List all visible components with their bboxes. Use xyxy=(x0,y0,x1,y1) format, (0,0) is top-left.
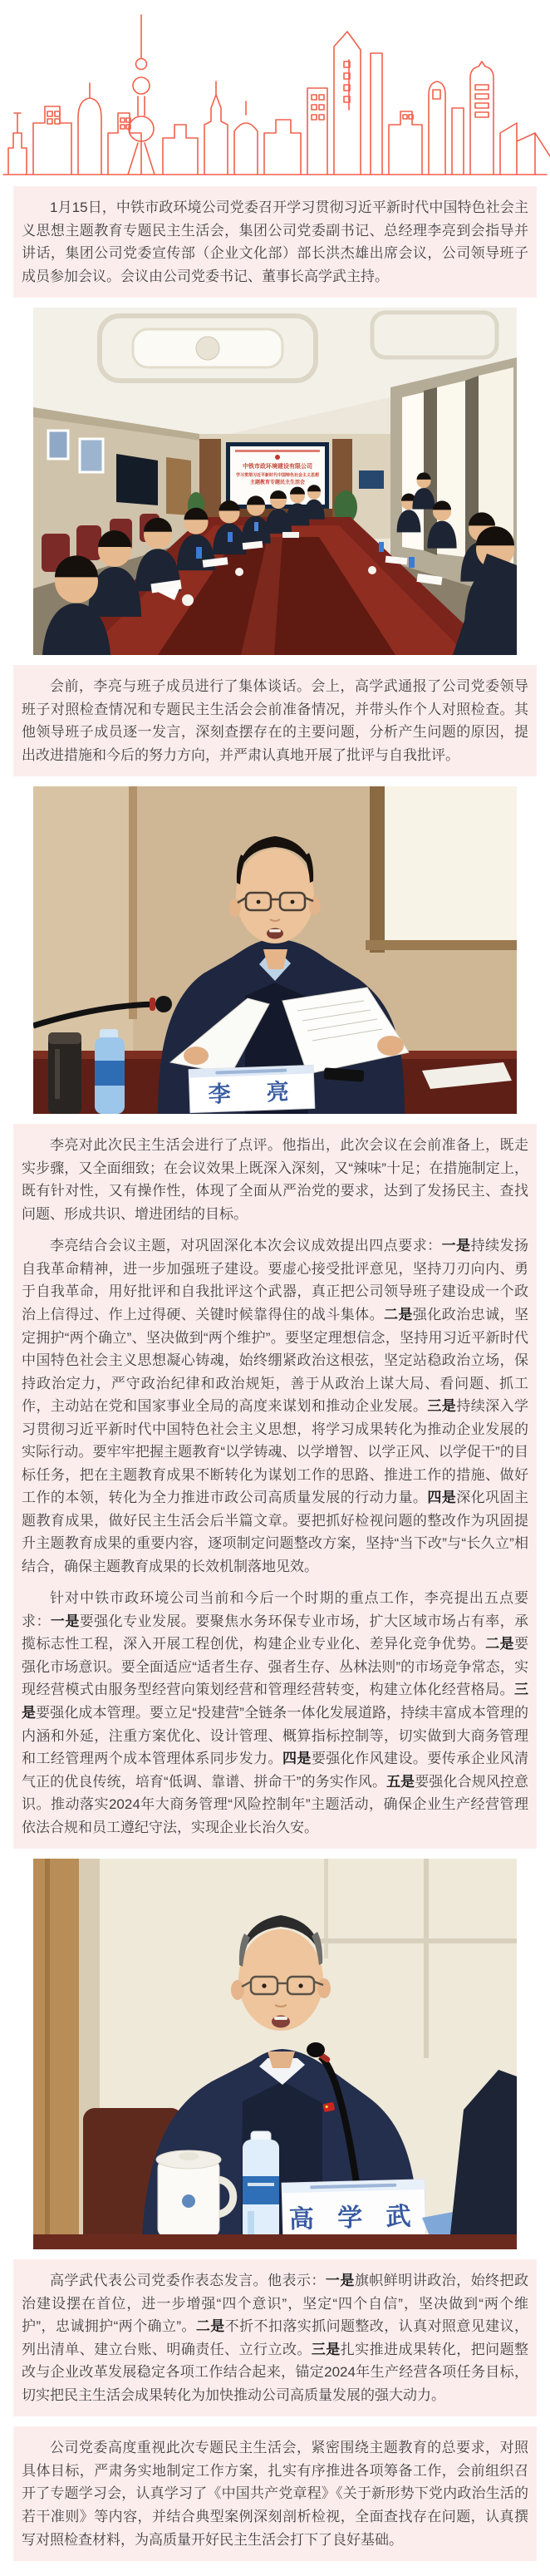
photo-li-liang[interactable] xyxy=(33,786,517,1114)
wall-tv-screen xyxy=(116,454,158,505)
svg-text:李 亮: 李 亮 xyxy=(208,1079,297,1108)
svg-text:中铁市政环境建设有限公司: 中铁市政环境建设有限公司 xyxy=(243,464,312,470)
pre-meeting-paragraph-box xyxy=(13,665,537,776)
paragraph-pre-meeting: 会前，李亮与班子成员进行了集体谈话。会上，高学武通报了公司党委领导班子对照检查情况和专题民主生活会会前准备情况，并带头作个人对照检查。其他领导班子成员逐一发言，深刻查摆存在的主要问题，分析产生问题的原因，提出改进措施和今后的努力方向，并严肃认真地开展了批评与自我批评。 xyxy=(22,678,528,763)
svg-text:主题教育专题民主生活会: 主题教育专题民主生活会 xyxy=(249,480,306,486)
nameplate-li-liang xyxy=(189,1066,315,1113)
svg-text:高 学 武: 高 学 武 xyxy=(288,2203,420,2234)
svg-text:学习贯彻习近平新时代中国特色社会主义思想: 学习贯彻习近平新时代中国特色社会主义思想 xyxy=(235,473,320,479)
paragraph-five-requirements: 针对中铁市政环境公司当前和今后一个时期的重点工作，李亮提出五点要求：一是要强化专业发展。要聚焦水务环保专业市场，扩大区域市场占有率，承揽标志性工程，深入开展工程创优，构建企业专业化、差异化竞争优势。二是要强化市场意识。要全面适应“适者生存、强者生存、丛林法则”的市场竞争常态，实现经营模式由服务型经营向策划经营和管理经营转变，构建立体化经营格局。三是要强化成本管理。要立足“投建营”全链条一体化发展道路，持续丰富成本管理的内涵和外延，注重方案优化、设计管理、概算指标控制等，切实做到大商务管理和工经管理两个成本管理体系同步发力。四是要强化作风建设。要传承企业风清气正的优良传统，培育“低调、靠谱、拼命干”的务实作风。五是要强化合规风控意识。推动落实2024年大商务管理“风险控制年”主题活动，确保企业生产经营管理依法合规和员工遵纪守法，实现企业长治久安。 xyxy=(22,1590,529,1835)
closing-paragraph-box xyxy=(13,2426,537,2561)
intro-paragraph-box xyxy=(13,186,537,298)
nameplate-gao-xuewu xyxy=(282,2180,426,2243)
photo-meeting-room[interactable] xyxy=(33,308,517,655)
li-liang-remarks-box xyxy=(13,1124,537,1849)
desk xyxy=(33,2234,517,2249)
party-emblem-icon xyxy=(275,455,280,460)
gao-xuewu-statement-box xyxy=(13,2259,537,2416)
paragraph-four-requirements: 李亮结合会议主题，对巩固深化本次会议成效提出四点要求：一是持续发扬自我革命精神，进一步加强班子建设。要虚心接受批评意见，坚持刀刃向内、勇于自我革命，用好批评和自我批评这个武器，真正把公司领导班子建设成一个政治上信得过、作上过得硬、关键时候靠得住的战斗集体。二是强化政治忠诚，坚定拥护“两个确立”、坚决做到“两个维护”。要坚定理想信念，坚持用习近平新时代中国特色社会主义思想凝心铸魂，始终绷紧政治这根弦，坚定站稳政治立场，保持政治定力，严守政治纪律和政治规矩，善于从政治上谋大局、看问题、抓工作，主动站在党和国家事业全局的高度来谋划和推动企业发展。三是持续深入学习贯彻习近平新时代中国特色社会主义思想，将学习成果转化为推动企业发展的实际行动。要牢牢把握主题教育“以学铸魂、以学增智、以学正风、以学促干”的目标任务，把在主题教育成果不断转化为谋划工作的思路、推进工作的措施、做好工作的本领，转化为全力推进市政公司高质量发展的行动力量。四是深化巩固主题教育成果，做好民主生活会后半篇文章。要把抓好检视问题的整改作为巩固提升主题教育成果的重要内容，逐项制定问题整改方案，坚持“当下改”与“长久立”相结合，确保主题教育成果的长效机制落地见效。 xyxy=(22,1238,529,1574)
city-skyline-banner xyxy=(0,0,550,186)
city-skyline-icon xyxy=(0,7,550,181)
paragraph-closing: 公司党委高度重视此次专题民主生活会，紧密围绕主题教育的总要求，对照具体目标，严肃务实地制定工作方案，扎实有序推进各项筹备工作，会前组织召开了专题学习会，认真学习了《中国共产党章程》《关于新形势下党内政治生活的若干准则》等内容，并结合典型案例深刻剖析检视，全面查找存在问题，认真撰写对照检查材料，为高质量开好民主生活会打下了良好基础。 xyxy=(22,2440,528,2548)
paragraph-intro: 1月15日，中铁市政环境公司党委召开学习贯彻习近平新时代中国特色社会主义思想主题教育专题民主生活会，集团公司党委副书记、总经理李亮到会指导并讲话，集团公司党委宣传部（企业文化部）部长洪杰雄出席会议，公司领导班子成员参加会议。会议由公司党委书记、董事长高学武主持。 xyxy=(22,199,528,284)
photo-gao-xuewu[interactable] xyxy=(33,1859,517,2249)
paragraph-comments: 李亮对此次民主生活会进行了点评。他指出，此次会议在会前准备上，既走实步骤，又全面细致；在会议效果上既深入深刻，又“辣味”十足；在措施制定上，既有针对性，又有操作性，体现了全面从严治党的要求，达到了发扬民主、查找问题、形成共识、增进团结的目标。 xyxy=(22,1137,528,1222)
paragraph-statement: 高学武代表公司党委作表态发言。他表示：一是旗帜鲜明讲政治，始终把政治建设摆在首位，进一步增强“四个意识”，坚定“四个自信”，坚决做到“两个维护”，忠诚拥护“两个确立”。二是不折不扣落实抓问题整改，认真对照意见建议，列出清单、建立台账、明确责任、立行立改。三是扎实推进成果转化，把问题整改与企业改革发展稳定各项工作结合起来，锚定2024年生产经营各项任务目标，切实把民主生活会成果转化为加快推动公司高质量发展的强大动力。 xyxy=(22,2273,529,2403)
